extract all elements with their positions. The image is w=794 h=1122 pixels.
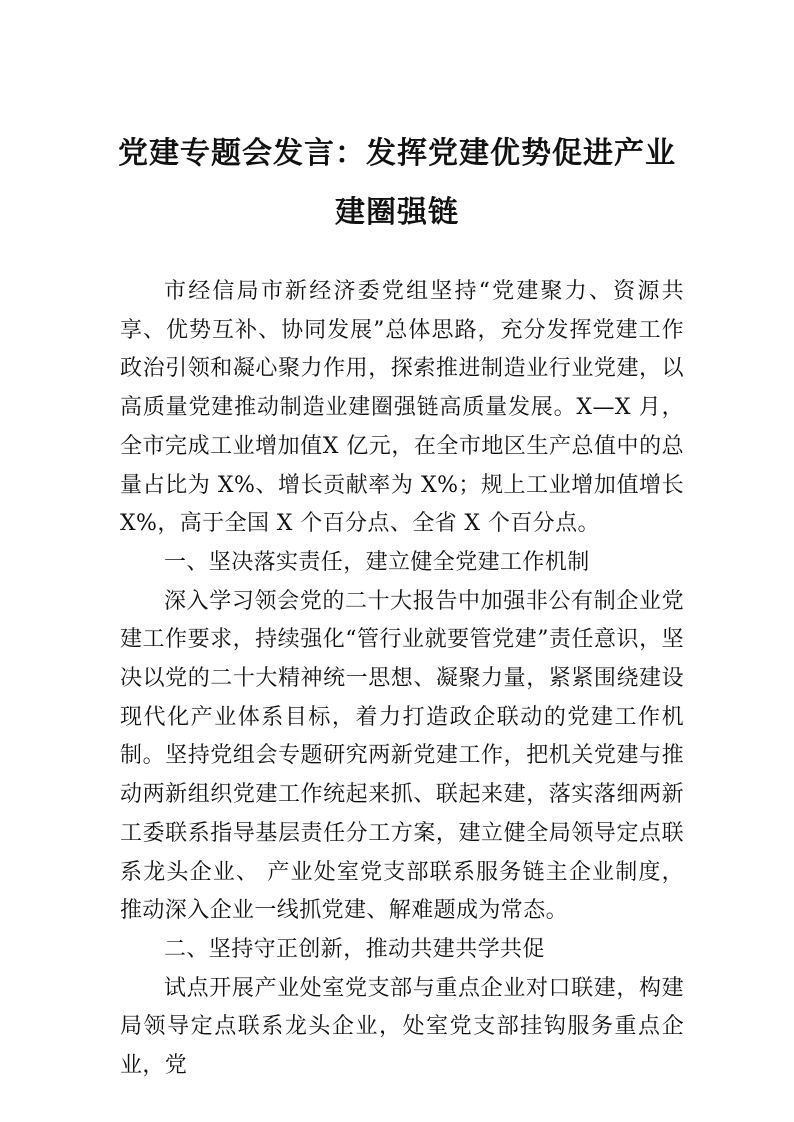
section-1-paragraph: 深入学习领会党的二十大报告中加强非公有制企业党建工作要求，持续强化“管行业就要管党建”责任意识，坚决以党的二十大精神统一思想、凝聚力量，紧紧围绕建设现代化产业体系目标，着力打造政企联动的党建工作机制。坚持党组会专题研究两新党建工作，把机关党建与推动两新组织党建工作统起来抓、联起来建，落实落细两新工委联系指导基层责任分工方案，建立健全局领导定点联系龙头企业、 产业处室党支部联系服务链主企业制度，推动深入企业一线抓党建、解难题成为常态。 <box>120 588 684 924</box>
section-2-paragraph: 试点开展产业处室党支部与重点企业对口联建，构建局领导定点联系龙头企业，处室党支部挂钩服务重点企业，党 <box>120 975 684 1079</box>
document-title-line-1: 党建专题会发言：发挥党建优势促进产业 <box>118 136 676 171</box>
document-title-line-2: 建圈强链 <box>335 195 459 230</box>
section-heading-2: 二、坚持守正创新，推动共建共学共促 <box>164 936 545 962</box>
section-heading-1: 一、坚决落实责任，建立健全党建工作机制 <box>164 549 590 575</box>
intro-paragraph: 市经信局市新经济委党组坚持“党建聚力、资源共享、优势互补、协同发展”总体思路，充分发挥党建工作政治引领和凝心聚力作用，探索推进制造业行业党建，以高质量党建推动制造业建圈强链高质量发展。X—X 月，全市完成工业增加值X 亿元，在全市地区生产总值中的总量占比为 X%、增长贡献率为 X%；规上工业增加值增长 X%，高于全国 X 个百分点、全省 X 个百分点。 <box>120 279 684 537</box>
document-body <box>120 273 684 1086</box>
